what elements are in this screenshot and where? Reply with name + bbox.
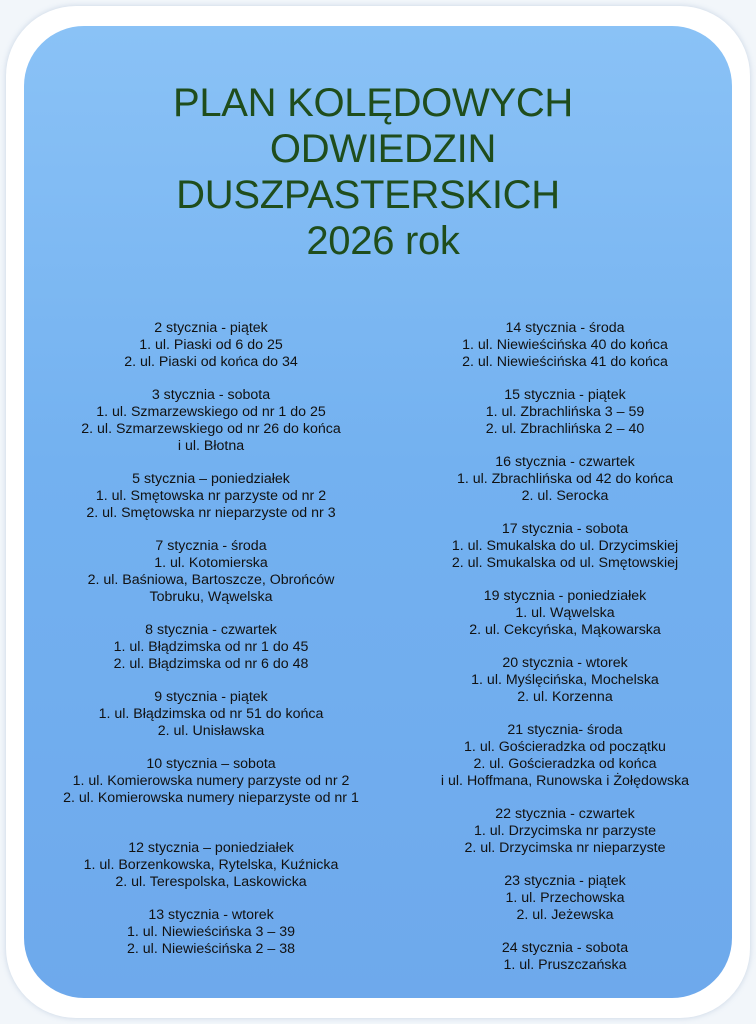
- entry-date: 23 stycznia - piątek: [504, 873, 626, 889]
- schedule-entry: [18, 622, 404, 673]
- entry-date: 7 stycznia - środa: [155, 538, 267, 554]
- entry-street-line: 1. ul. Błądzimska od nr 1 do 45: [113, 639, 309, 655]
- schedule-entry: [372, 940, 756, 974]
- entry-street-line: 1. ul. Drzycimska nr parzyste: [473, 823, 657, 839]
- entry-date: 2 stycznia - piątek: [154, 320, 268, 336]
- entry-date: 20 stycznia - wtorek: [502, 655, 628, 671]
- entry-street-line: 1. ul. Przechowska: [505, 890, 625, 906]
- schedule-entry: [18, 689, 404, 740]
- entry-street-line: 2. ul. Jeżewska: [516, 907, 614, 923]
- entry-street-line: 1. ul. Smętowska nr parzyste od nr 2: [95, 488, 327, 504]
- entry-street-line: 1. ul. Kotomierska: [154, 555, 268, 571]
- entry-street-line: 2. ul. Baśniowa, Bartoszcze, Obrońców: [87, 572, 335, 588]
- entry-street-line: 2. ul. Cekcyńska, Mąkowarska: [469, 622, 661, 638]
- entry-date: 21 stycznia- środa: [507, 722, 623, 738]
- entry-street-line: 2. ul. Błądzimska od nr 6 do 48: [113, 656, 309, 672]
- entry-date: 22 stycznia - czwartek: [495, 806, 635, 822]
- entry-date: 12 stycznia – poniedziałek: [128, 840, 294, 856]
- schedule-entry: [372, 387, 756, 438]
- entry-street-line: i ul. Hoffmana, Runowska i Żołędowska: [440, 773, 690, 789]
- schedule-entry: [18, 387, 404, 455]
- schedule-entry: [18, 756, 404, 807]
- schedule-entry: [18, 320, 404, 371]
- entry-street-line: 1. ul. Szmarzewskiego od nr 1 do 25: [96, 404, 326, 420]
- entry-street-line: Tobruku, Wąwelska: [149, 589, 273, 605]
- entry-street-line: 1. ul. Wąwelska: [515, 605, 615, 621]
- entry-street-line: 1. ul. Niewieścińska 3 – 39: [127, 924, 295, 940]
- schedule-entry: [372, 454, 756, 505]
- schedule-entry: [372, 722, 756, 790]
- schedule-column-right: [372, 320, 756, 990]
- entry-street-line: 2. ul. Komierowska numery nieparzyste od nr 1: [63, 790, 359, 806]
- entry-date: 14 stycznia - środa: [505, 320, 625, 336]
- entry-street-line: 2. ul. Terespolska, Laskowicka: [115, 874, 307, 890]
- entry-street-line: 2. ul. Zbrachlińska 2 – 40: [485, 421, 645, 437]
- entry-street-line: 1. ul. Zbrachlińska 3 – 59: [485, 404, 645, 420]
- schedule-entry: [372, 320, 756, 371]
- entry-street-line: 2. ul. Niewieścińska 2 – 38: [127, 941, 295, 957]
- entry-street-line: 1. ul. Myślęcińska, Mochelska: [471, 672, 659, 688]
- entry-date: 9 stycznia - piątek: [154, 689, 268, 705]
- schedule-entry: [372, 521, 756, 572]
- entry-street-line: 1. ul. Błądzimska od nr 51 do końca: [98, 706, 324, 722]
- entry-street-line: 2. ul. Gościeradzka od końca: [473, 756, 657, 772]
- entry-street-line: 1. ul. Borzenkowska, Rytelska, Kuźnicka: [83, 857, 339, 873]
- entry-date: 16 stycznia - czwartek: [495, 454, 635, 470]
- page-title: [0, 80, 756, 264]
- entry-street-line: 2. ul. Smętowska nr nieparzyste od nr 3: [86, 505, 336, 521]
- entry-date: 5 stycznia – poniedziałek: [132, 471, 290, 487]
- entry-street-line: 2. ul. Szmarzewskiego od nr 26 do końca: [81, 421, 341, 437]
- entry-street-line: i ul. Błotna: [177, 438, 245, 454]
- entry-street-line: 2. ul. Serocka: [521, 488, 609, 504]
- entry-street-line: 1. ul. Komierowska numery parzyste od nr 2: [72, 773, 350, 789]
- entry-street-line: 1. ul. Niewieścińska 40 do końca: [462, 337, 668, 353]
- title-line-2: ODWIEDZIN: [269, 127, 497, 171]
- schedule-entry: [372, 588, 756, 639]
- schedule-entry: [18, 471, 404, 522]
- entry-street-line: 1. ul. Zbrachlińska od 42 do końca: [456, 471, 674, 487]
- entry-date: 15 stycznia - piątek: [504, 387, 626, 403]
- entry-street-line: 2. ul. Smukalska od ul. Smętowskiej: [451, 555, 679, 571]
- title-line-1: PLAN KOLĘDOWYCH: [172, 81, 574, 125]
- entry-street-line: 2. ul. Drzycimska nr nieparzyste: [464, 840, 666, 856]
- entry-date: 8 stycznia - czwartek: [145, 622, 277, 638]
- schedule-column-left: [18, 320, 404, 974]
- entry-date: 24 stycznia - sobota: [501, 940, 629, 956]
- entry-date: 17 stycznia - sobota: [501, 521, 629, 537]
- schedule-entry: [18, 840, 404, 891]
- schedule-entry: [372, 873, 756, 924]
- entry-street-line: 2. ul. Piaski od końca do 34: [124, 354, 298, 370]
- entry-date: 13 stycznia - wtorek: [148, 907, 274, 923]
- entry-date: 19 stycznia - poniedziałek: [483, 588, 647, 604]
- entry-street-line: 1. ul. Piaski od 6 do 25: [139, 337, 283, 353]
- entry-street-line: 1. ul. Pruszczańska: [503, 957, 627, 973]
- entry-street-line: 1. ul. Smukalska do ul. Drzycimskiej: [451, 538, 679, 554]
- title-line-3: DUSZPASTERSKICH: [176, 173, 560, 217]
- entry-street-line: 2. ul. Niewieścińska 41 do końca: [462, 354, 668, 370]
- schedule-entry: [18, 907, 404, 958]
- schedule-entry: [18, 538, 404, 606]
- entry-street-line: 2. ul. Unisławska: [157, 723, 265, 739]
- schedule-entry: [372, 806, 756, 857]
- schedule-entry: [372, 655, 756, 706]
- entry-date: 3 stycznia - sobota: [151, 387, 271, 403]
- title-line-4: 2026 rok: [306, 219, 460, 263]
- entry-street-line: 1. ul. Gościeradzka od początku: [464, 739, 666, 755]
- entry-date: 10 stycznia – sobota: [146, 756, 276, 772]
- entry-street-line: 2. ul. Korzenna: [517, 689, 613, 705]
